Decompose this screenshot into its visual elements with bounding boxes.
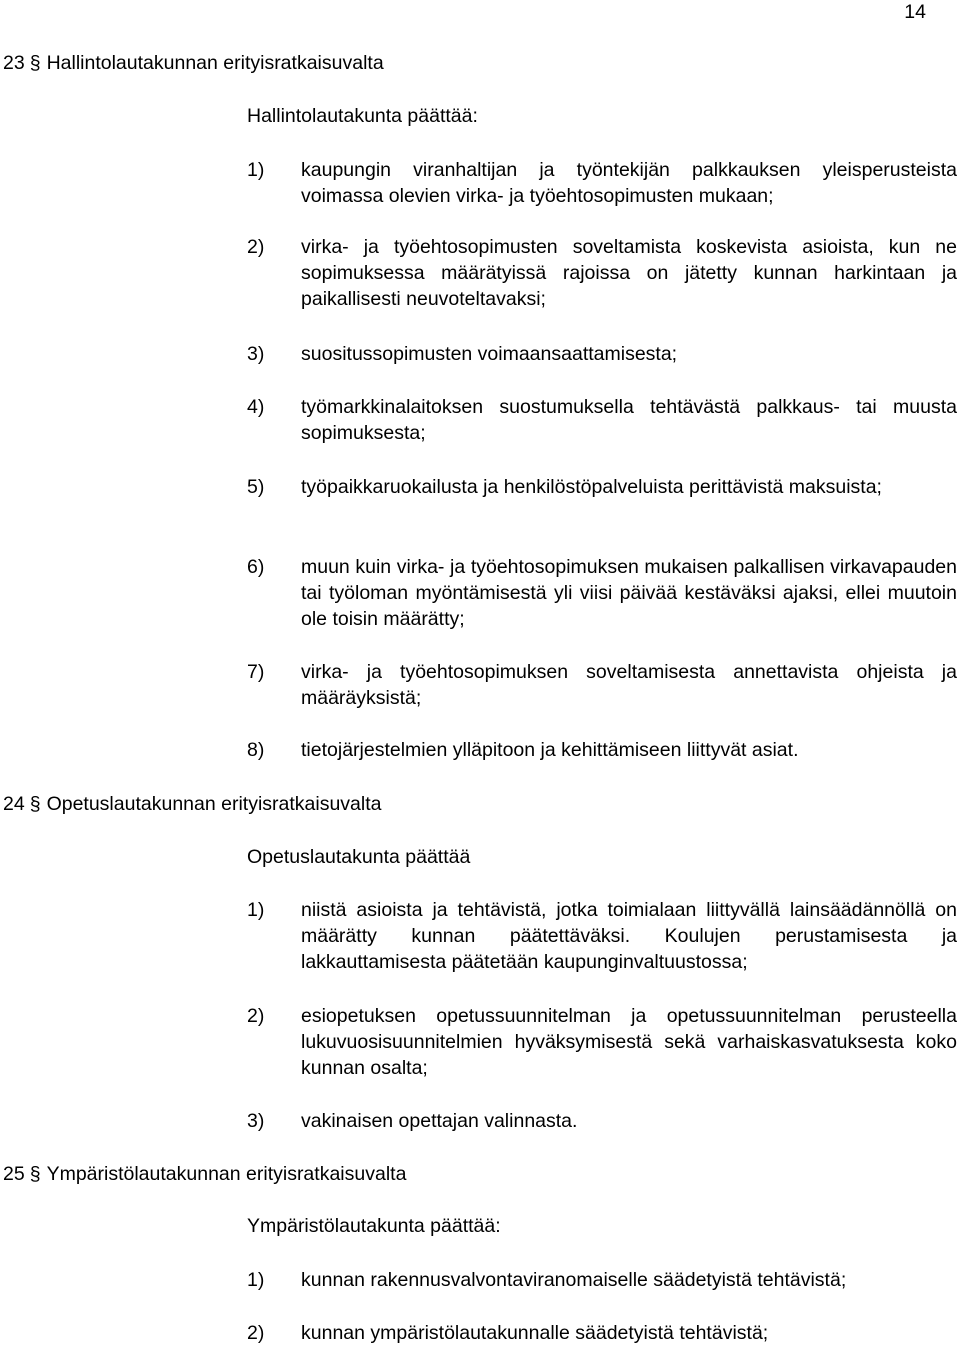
item-text: kaupungin viranhaltijan ja työntekijän palkkauksen yleisperusteista voimassa olevien virka- ja työehtosopimusten mukaan; xyxy=(301,159,957,207)
item-number: 4) xyxy=(247,396,265,418)
item-number: 3) xyxy=(247,1110,265,1132)
list-item xyxy=(247,157,957,209)
section-title: Ympäristölautakunnan erityisratkaisuvalta xyxy=(46,1163,407,1185)
item-text: esiopetuksen opetussuunnitelman ja opetussuunnitelman perusteella lukuvuosisuunnitelmien hyväksymisestä sekä varhaiskasvatuksesta koko kunnan osalta; xyxy=(301,1005,957,1079)
list-item xyxy=(247,1267,957,1293)
item-number: 2) xyxy=(247,236,265,258)
section-title: Opetuslautakunnan erityisratkaisuvalta xyxy=(46,793,382,815)
page-number: 14 xyxy=(904,1,926,23)
item-text: muun kuin virka- ja työehtosopimuksen mukaisen palkallisen virkavapauden tai työloman myöntämisestä yli viisi päivää kestäväksi ajaksi, ellei muutoin ole toisin määrätty; xyxy=(301,556,957,630)
section-number: 24 xyxy=(3,793,25,815)
section-intro: Hallintolautakunta päättää: xyxy=(247,105,478,127)
section-heading xyxy=(3,791,382,817)
list-item xyxy=(247,737,957,763)
item-number: 8) xyxy=(247,739,265,761)
list-item xyxy=(247,554,957,632)
item-text: kunnan ympäristölautakunnalle säädetyistä tehtävistä; xyxy=(301,1322,769,1344)
list-item xyxy=(247,1003,957,1081)
item-number: 1) xyxy=(247,159,265,181)
section-intro: Ympäristölautakunta päättää: xyxy=(247,1215,501,1237)
item-number: 5) xyxy=(247,476,265,498)
item-text: työmarkkinalaitoksen suostumuksella tehtävästä palkkaus- tai muusta sopimuksesta; xyxy=(301,396,957,444)
list-item xyxy=(247,394,957,446)
section-intro: Opetuslautakunta päättää xyxy=(247,846,471,868)
list-item xyxy=(247,234,957,312)
item-text: työpaikkaruokailusta ja henkilöstöpalveluista perittävistä maksuista; xyxy=(301,476,882,498)
section-number: 23 xyxy=(3,52,25,74)
section-heading xyxy=(3,50,384,76)
item-number: 2) xyxy=(247,1322,265,1344)
list-item xyxy=(247,659,957,711)
list-item xyxy=(247,474,957,500)
item-text: tietojärjestelmien ylläpitoon ja kehittämiseen liittyvät asiat. xyxy=(301,739,799,761)
section-sign: § xyxy=(29,793,41,815)
item-text: virka- ja työehtosopimusten soveltamista koskevista asioista, kun ne sopimuksessa määrätyissä rajoissa on jätetty kunnan harkintaan ja paikallisesti neuvoteltavaksi; xyxy=(301,236,957,310)
list-item xyxy=(247,897,957,975)
item-number: 6) xyxy=(247,556,265,578)
section-sign: § xyxy=(29,1163,41,1185)
list-item xyxy=(247,1108,957,1134)
item-text: vakinaisen opettajan valinnasta. xyxy=(301,1110,578,1132)
item-number: 2) xyxy=(247,1005,265,1027)
section-number: 25 xyxy=(3,1163,25,1185)
item-number: 7) xyxy=(247,661,265,683)
item-number: 3) xyxy=(247,343,265,365)
item-text: suositussopimusten voimaansaattamisesta; xyxy=(301,343,678,365)
item-number: 1) xyxy=(247,1269,265,1291)
item-text: niistä asioista ja tehtävistä, jotka toimialaan liittyvällä lainsäädännöllä on määrätty kunnan päätettäväksi. Koulujen perustamisesta ja lakkauttamisesta päätetään kaupunginvaltuustossa; xyxy=(301,899,957,973)
item-text: virka- ja työehtosopimuksen soveltamisesta annettavista ohjeista ja määräyksistä; xyxy=(301,661,957,709)
section-sign: § xyxy=(29,52,41,74)
item-text: kunnan rakennusvalvontaviranomaiselle säädetyistä tehtävistä; xyxy=(301,1269,847,1291)
section-title: Hallintolautakunnan erityisratkaisuvalta xyxy=(46,52,384,74)
list-item xyxy=(247,341,957,367)
section-heading xyxy=(3,1161,406,1187)
list-item xyxy=(247,1320,957,1346)
item-number: 1) xyxy=(247,899,265,921)
